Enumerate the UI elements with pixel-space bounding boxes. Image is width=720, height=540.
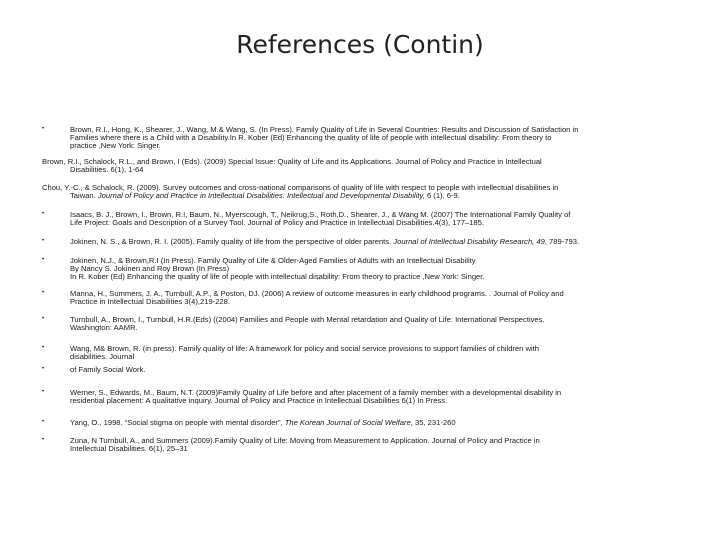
- reference-entry: [70, 211, 570, 227]
- reference-line: Taiwan. Journal of Policy and Practice in Intellectual Disabilities. Intellectual and Developmental Disability, 6 (1), 6-9.: [70, 190, 460, 200]
- reference-entry: [70, 389, 561, 405]
- reference-line: Disabilities. 6(1), 1-64: [70, 164, 144, 174]
- reference-line: Manna, H., Summers, J. A., Turnbull, A.P., & Poston, DJ. (2006) A review of outcome measures in early childhood programs. . Journal of Policy and: [70, 289, 564, 298]
- reference-line: Yang, O., 1998. “Social stigma on people with mental disorder”, The Korean Journal of Social Welfare, 35, 231-260: [70, 418, 456, 427]
- reference-line: Isaacs, B. J., Brown, I., Brown, R.I, Baum, N., Myerscough, T., Neikrug,S., Roth,D., Shearer, J., & Wang M. (2007) The International Family Quality of: [70, 210, 571, 219]
- reference-entry: [42, 158, 542, 174]
- reference-line: Chou, Y.-C., & Schalock, R. (2009). Survey outcomes and cross-national comparisons of quality of life with respect to people with intellectual disabilities in: [42, 183, 559, 192]
- reference-line: By Nancy S. Jokinen and Roy Brown (In Press): [70, 263, 230, 273]
- reference-line: Life Project: Goals and Description of a Survey Tool. Journal of Policy and Practice in Intellectual Disabilities.4(3), 177–185.: [70, 217, 484, 227]
- bullet-icon: •: [42, 290, 45, 296]
- reference-entry: [70, 238, 579, 246]
- reference-entry: [42, 184, 558, 200]
- bullet-icon: •: [42, 345, 45, 351]
- reference-line: disabilities. Journal: [70, 351, 135, 361]
- reference-line: Zuna, N Turnbull, A., and Summers (2009).Family Quality of Life: Moving from Measurement to Application. Journal of Policy and Practice in: [70, 436, 540, 445]
- reference-line: Practice in Intellectual Disabilities 3(4),219-228.: [70, 296, 230, 306]
- bullet-icon: •: [42, 211, 45, 217]
- reference-line: Intellectual Disabilities. 6(1), 25–31: [70, 443, 188, 453]
- reference-line: Werner, S., Edwards, M., Baum, N.T. (2009)Family Quality of Life before and after placement of a family member with a developmental disability in: [70, 388, 562, 397]
- reference-line: In R. Kober (Ed) Enhancing the quality of life of people with intellectual disability: From theory to practice ,New York: Singer.: [70, 271, 485, 281]
- reference-line: Turnbull, A., Brown, I., Turnbull, H.R.(Eds) ((2004) Families and People with Mental retardation and Quality of Life: International Perspectives.: [70, 315, 545, 324]
- journal-title: Journal of Intellectual Disability Research, 49: [393, 237, 545, 246]
- reference-entry: [70, 257, 485, 280]
- reference-entry: [70, 126, 578, 149]
- reference-line: Jokinen, N. S., & Brown, R. I. (2005). Family quality of life from the perspective of older parents. Journal of Intellectual Disability Research, 49, 789-793.: [70, 237, 580, 246]
- reference-entry: [70, 437, 540, 453]
- journal-title: Journal of Policy and Practice in Intellectual Disabilities. Intellectual and Developmental Disability,: [97, 190, 425, 200]
- reference-entry: [70, 345, 539, 373]
- reference-line: practice ,New York: Singer.: [70, 140, 161, 150]
- journal-title: The Korean Journal of Social Welfare: [284, 418, 411, 427]
- reference-line: Families where there is a Child with a Disability.In R. Kober (Ed) Enhancing the quality of life of people with intellectual disability: From theory to: [70, 132, 552, 142]
- bullet-icon: •: [42, 126, 45, 132]
- reference-line: Brown, R.I., Hong, K., Shearer, J., Wang, M.& Wang, S. (In Press). Family Quality of Life in Several Countries: Results and Discussion of Satisfaction in: [70, 125, 579, 134]
- reference-line: Brown, R.I., Schalock, R.L., and Brown, I (Eds). (2009) Special Issue: Quality of Life and its Applications. Journal of Policy and Practice in Intellectual: [42, 157, 542, 166]
- reference-line: Jokinen, N.J., & Brown,R.I (In Press). Family Quality of Life & Older-Aged Families of Adults with an Intellectual Disability: [70, 256, 476, 265]
- reference-line: Washington: AAMR.: [70, 322, 138, 332]
- reference-entry: [70, 316, 545, 332]
- reference-line: of Family Social Work.: [70, 364, 146, 374]
- slide-title: References (Contin): [236, 30, 484, 59]
- reference-entry: [70, 290, 564, 306]
- bullet-icon: •: [42, 316, 45, 322]
- reference-line: residential placement: A qualitative inquiry. Journal of Policy and Practice in Intellectual Disabilities 6(1) In Press.: [70, 395, 448, 405]
- reference-entry: [70, 419, 456, 427]
- bullet-icon: •: [42, 389, 45, 395]
- bullet-icon: •: [42, 437, 45, 443]
- bullet-icon: •: [42, 366, 45, 372]
- reference-line: Wang, M& Brown, R. (in press). Family quality of life: A framework for policy and social service provisions to support families of children with: [70, 344, 540, 353]
- bullet-icon: •: [42, 238, 45, 244]
- bullet-icon: •: [42, 419, 45, 425]
- bullet-icon: •: [42, 257, 45, 263]
